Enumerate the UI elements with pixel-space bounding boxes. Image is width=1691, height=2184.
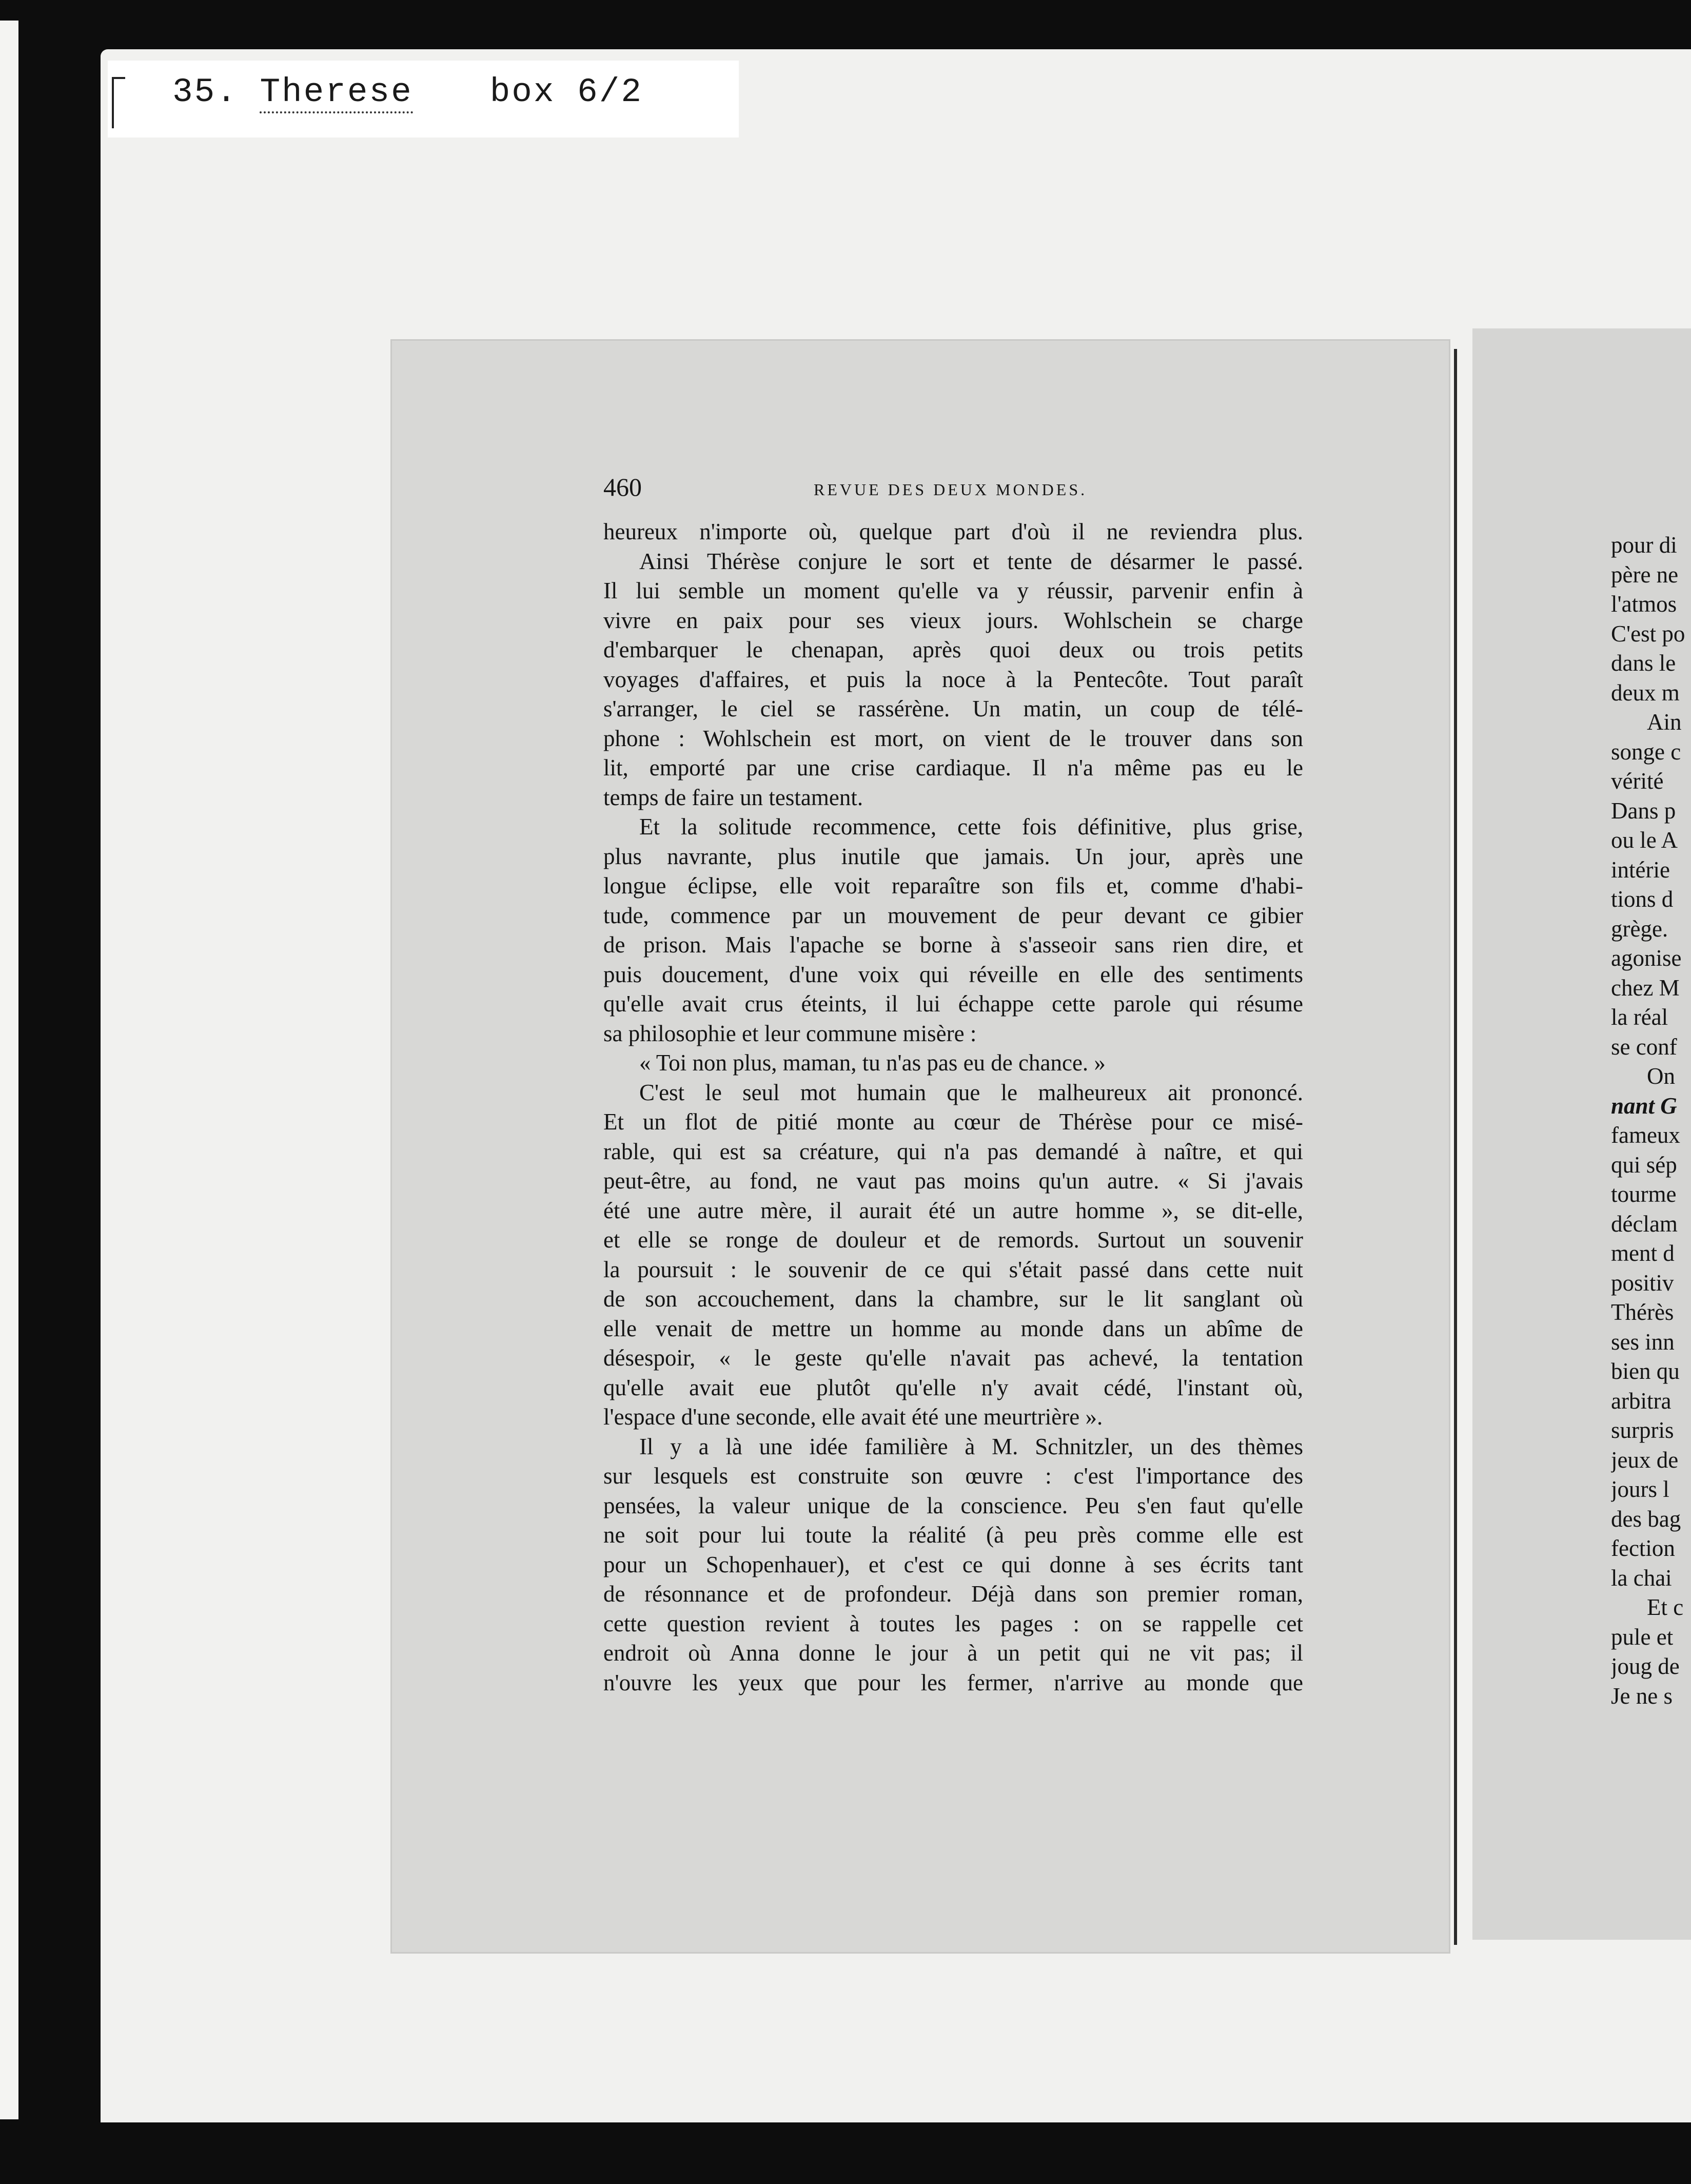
facing-text-line: la réal: [1611, 1004, 1668, 1030]
facing-text-line: dans le: [1611, 650, 1676, 676]
facing-text-line: deux m: [1611, 679, 1680, 706]
facing-text-line: pule et: [1611, 1624, 1674, 1650]
facing-text-line: intérie: [1611, 856, 1670, 883]
facing-text-line: Thérès: [1611, 1299, 1674, 1325]
text-line: vivre en paix pour ses vieux jours. Wohlschein se charge: [603, 607, 1303, 633]
facing-text-line: vérité: [1611, 768, 1664, 794]
facing-text-line: On: [1647, 1063, 1675, 1089]
text-line: « Toi non plus, maman, tu n'as pas eu de chance. »: [639, 1050, 1106, 1076]
label-box: box 6/2: [489, 73, 643, 111]
text-line: la poursuit : le souvenir de ce qui s'était passé dans cette nuit: [603, 1256, 1303, 1282]
facing-text-line: Dans p: [1611, 797, 1676, 824]
facing-text-line: nant G: [1611, 1093, 1677, 1119]
facing-text-line: ou le A: [1611, 827, 1678, 853]
facing-text-line: grège.: [1611, 915, 1668, 942]
facing-text-line: chez M: [1611, 974, 1680, 1001]
text-line: Et un flot de pitié monte au cœur de Thérèse pour ce misé-: [603, 1109, 1303, 1135]
facing-text-line: bien qu: [1611, 1358, 1680, 1384]
adjacent-frame-strip: [0, 21, 18, 2119]
text-line: été une autre mère, il aurait été un autre homme », se dit-elle,: [603, 1197, 1303, 1223]
text-line: ne soit pour lui toute la réalité (à peu près comme elle est: [603, 1522, 1303, 1548]
text-line: rable, qui est sa créature, qui n'a pas demandé à naître, et qui: [603, 1138, 1303, 1164]
text-line: peut-être, au fond, ne vaut pas moins qu'un autre. « Si j'avais: [603, 1168, 1303, 1194]
label-number: 35.: [172, 73, 238, 111]
running-head: [603, 472, 1306, 508]
facing-text-line: qui sép: [1611, 1152, 1677, 1178]
page-number: 460: [603, 473, 642, 501]
text-line: qu'elle avait crus éteints, il lui échappe cette parole qui résume: [603, 991, 1303, 1017]
label-title: Therese: [260, 73, 412, 113]
facing-text-line: joug de: [1611, 1653, 1680, 1679]
text-line: et elle se ronge de douleur et de remords. Surtout un souvenir: [603, 1227, 1303, 1253]
text-line: C'est le seul mot humain que le malheureux ait prononcé.: [639, 1079, 1303, 1105]
text-line: lit, emporté par une crise cardiaque. Il n'a même pas eu le: [603, 755, 1303, 781]
text-line: sa philosophie et leur commune misère :: [603, 1020, 977, 1046]
facing-text-line: jours l: [1611, 1476, 1669, 1502]
facing-page-text: [1611, 531, 1691, 1711]
text-line: qu'elle avait eue plutôt qu'elle n'y avait cédé, l'instant où,: [603, 1374, 1303, 1400]
text-line: Il y a là une idée familière à M. Schnitzler, un des thèmes: [639, 1433, 1303, 1459]
archive-label-text: [172, 73, 643, 111]
text-line: heureux n'importe où, quelque part d'où il ne reviendra plus.: [603, 519, 1303, 544]
facing-text-line: jeux de: [1611, 1447, 1679, 1473]
text-line: l'espace d'une seconde, elle avait été une meurtrière ».: [603, 1404, 1103, 1430]
facing-text-line: positiv: [1611, 1270, 1674, 1296]
text-line: elle venait de mettre un homme au monde dans un abîme de: [603, 1315, 1303, 1341]
page-body-text: [603, 517, 1303, 1698]
text-line: pensées, la valeur unique de la conscience. Peu s'en faut qu'elle: [603, 1492, 1303, 1518]
text-line: tude, commence par un mouvement de peur devant ce gibier: [603, 902, 1303, 928]
text-line: Ainsi Thérèse conjure le sort et tente de désarmer le passé.: [639, 548, 1303, 574]
text-line: longue éclipse, elle voit reparaître son fils et, comme d'habi-: [603, 873, 1303, 899]
text-line: désespoir, « le geste qu'elle n'avait pas achevé, la tentation: [603, 1345, 1303, 1371]
facing-text-line: Je ne s: [1611, 1683, 1673, 1709]
label-corner-mark: [112, 77, 125, 128]
text-line: pour un Schopenhauer), et c'est ce qui donne à ses écrits tant: [603, 1551, 1303, 1577]
text-line: temps de faire un testament.: [603, 784, 863, 810]
facing-text-line: C'est po: [1611, 620, 1685, 647]
facing-text-line: père ne: [1611, 561, 1679, 588]
facing-text-line: la chai: [1611, 1565, 1672, 1591]
facing-text-line: tourme: [1611, 1181, 1677, 1207]
text-line: de prison. Mais l'apache se borne à s'asseoir sans rien dire, et: [603, 932, 1303, 958]
text-line: plus navrante, plus inutile que jamais. Un jour, après une: [603, 843, 1303, 869]
text-line: d'embarquer le chenapan, après quoi deux ou trois petits: [603, 637, 1303, 662]
facing-text-line: des bag: [1611, 1506, 1681, 1532]
journal-title: REVUE DES DEUX MONDES.: [814, 480, 1088, 499]
text-line: puis doucement, d'une voix qui réveille en elle des sentiments: [603, 961, 1303, 987]
facing-text-line: arbitra: [1611, 1388, 1672, 1414]
text-line: voyages d'affaires, et puis la noce à la Pentecôte. Tout paraît: [603, 666, 1303, 692]
text-line: endroit où Anna donne le jour à un petit qui ne vit pas; il: [603, 1640, 1303, 1666]
facing-text-line: ses inn: [1611, 1329, 1675, 1355]
facing-text-line: déclam: [1611, 1211, 1678, 1237]
facing-text-line: ment d: [1611, 1240, 1675, 1266]
facing-text-line: l'atmos: [1611, 591, 1677, 617]
facing-text-line: fameux: [1611, 1122, 1680, 1148]
facing-text-line: Ain: [1647, 709, 1682, 735]
text-line: sur lesquels est construite son œuvre : c'est l'importance des: [603, 1463, 1303, 1489]
text-line: de son accouchement, dans la chambre, sur le lit sanglant où: [603, 1286, 1303, 1312]
page-gutter: [1454, 349, 1457, 1945]
facing-text-line: se conf: [1611, 1034, 1677, 1060]
facing-text-line: tions d: [1611, 886, 1674, 912]
facing-text-line: songe c: [1611, 738, 1681, 765]
text-line: Et la solitude recommence, cette fois définitive, plus grise,: [639, 814, 1303, 840]
text-line: phone : Wohlschein est mort, on vient de le trouver dans son: [603, 725, 1303, 751]
text-line: s'arranger, le ciel se rassérène. Un matin, un coup de télé-: [603, 696, 1303, 722]
facing-text-line: agonise: [1611, 945, 1682, 971]
facing-text-line: pour di: [1611, 532, 1677, 558]
facing-text-line: fection: [1611, 1535, 1675, 1561]
facing-text-line: Et c: [1647, 1594, 1684, 1620]
text-line: Il lui semble un moment qu'elle va y réussir, parvenir enfin à: [603, 578, 1303, 603]
text-line: cette question revient à toutes les pages : on se rappelle cet: [603, 1610, 1303, 1636]
facing-text-line: surpris: [1611, 1417, 1674, 1443]
text-line: n'ouvre les yeux que pour les fermer, n'arrive au monde que: [603, 1669, 1303, 1695]
text-line: de résonnance et de profondeur. Déjà dans son premier roman,: [603, 1581, 1303, 1607]
